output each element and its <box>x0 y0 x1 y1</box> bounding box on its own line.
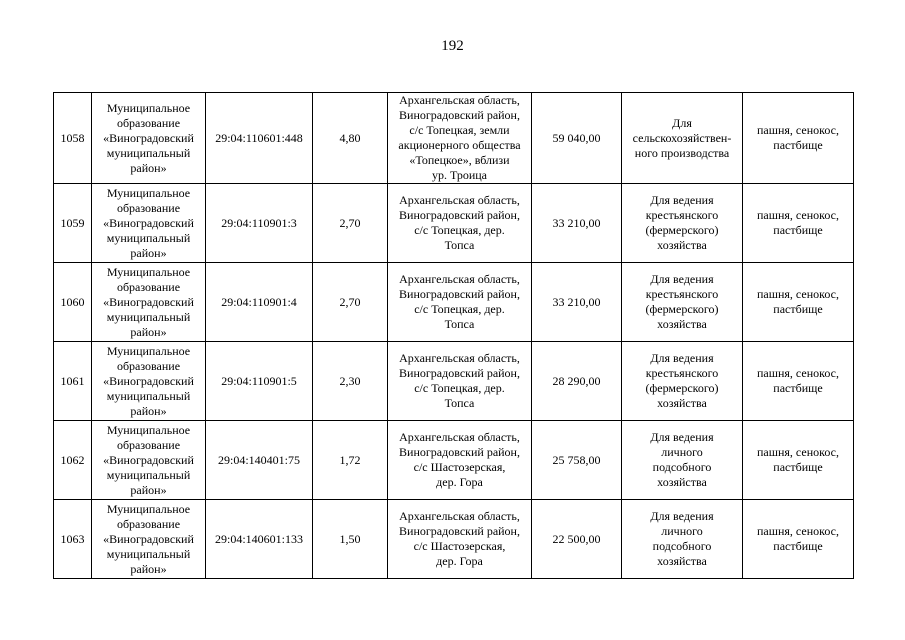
area-cell: 2,30 <box>313 342 388 421</box>
owner-cell: Муниципальное образование «Виноградовский муниципальный район» <box>92 184 206 263</box>
owner-cell: Муниципальное образование «Виноградовский муниципальный район» <box>92 342 206 421</box>
owner-cell: Муниципальное образование «Виноградовский муниципальный район» <box>92 421 206 500</box>
land-type-cell: пашня, сенокос, пастбище <box>743 263 854 342</box>
table-row <box>54 263 854 342</box>
permitted-use-cell: Для ведения крестьянского (фермерского) хозяйства <box>622 184 743 263</box>
land-type-cell: пашня, сенокос, пастбище <box>743 93 854 184</box>
cadastral-number-cell: 29:04:110901:4 <box>206 263 313 342</box>
cadastral-value-cell: 59 040,00 <box>532 93 622 184</box>
row-number-cell: 1060 <box>54 263 92 342</box>
permitted-use-cell: Для ведения крестьянского (фермерского) хозяйства <box>622 342 743 421</box>
permitted-use-cell: Для сельскохозяйствен- ного производства <box>622 93 743 184</box>
permitted-use-cell: Для ведения личного подсобного хозяйства <box>622 500 743 579</box>
area-cell: 1,72 <box>313 421 388 500</box>
permitted-use-cell: Для ведения крестьянского (фермерского) хозяйства <box>622 263 743 342</box>
land-type-cell: пашня, сенокос, пастбище <box>743 421 854 500</box>
row-number-cell: 1063 <box>54 500 92 579</box>
location-cell: Архангельская область, Виноградовский район, с/с Топецкая, дер. Топса <box>388 342 532 421</box>
land-type-cell: пашня, сенокос, пастбище <box>743 342 854 421</box>
permitted-use-cell: Для ведения личного подсобного хозяйства <box>622 421 743 500</box>
table-row <box>54 93 854 184</box>
location-cell: Архангельская область, Виноградовский район, с/с Топецкая, земли акционерного общества «Топецкое», вблизи ур. Троица <box>388 93 532 184</box>
owner-cell: Муниципальное образование «Виноградовский муниципальный район» <box>92 500 206 579</box>
cadastral-number-cell: 29:04:140601:133 <box>206 500 313 579</box>
page-number: 192 <box>441 38 464 54</box>
cadastral-number-cell: 29:04:110901:3 <box>206 184 313 263</box>
area-cell: 1,50 <box>313 500 388 579</box>
land-type-cell: пашня, сенокос, пастбище <box>743 500 854 579</box>
area-cell: 2,70 <box>313 263 388 342</box>
owner-cell: Муниципальное образование «Виноградовский муниципальный район» <box>92 93 206 184</box>
table-row <box>54 184 854 263</box>
area-cell: 4,80 <box>313 93 388 184</box>
cadastral-number-cell: 29:04:110901:5 <box>206 342 313 421</box>
table-row <box>54 421 854 500</box>
location-cell: Архангельская область, Виноградовский район, с/с Шастозерская, дер. Гора <box>388 500 532 579</box>
cadastral-value-cell: 25 758,00 <box>532 421 622 500</box>
cadastral-value-cell: 33 210,00 <box>532 184 622 263</box>
cadastral-number-cell: 29:04:140401:75 <box>206 421 313 500</box>
area-cell: 2,70 <box>313 184 388 263</box>
owner-cell: Муниципальное образование «Виноградовский муниципальный район» <box>92 263 206 342</box>
row-number-cell: 1062 <box>54 421 92 500</box>
land-registry-table <box>53 92 854 579</box>
land-type-cell: пашня, сенокос, пастбище <box>743 184 854 263</box>
cadastral-number-cell: 29:04:110601:448 <box>206 93 313 184</box>
cadastral-value-cell: 33 210,00 <box>532 263 622 342</box>
row-number-cell: 1059 <box>54 184 92 263</box>
cadastral-value-cell: 22 500,00 <box>532 500 622 579</box>
location-cell: Архангельская область, Виноградовский район, с/с Топецкая, дер. Топса <box>388 184 532 263</box>
table-row <box>54 500 854 579</box>
location-cell: Архангельская область, Виноградовский район, с/с Шастозерская, дер. Гора <box>388 421 532 500</box>
cadastral-value-cell: 28 290,00 <box>532 342 622 421</box>
row-number-cell: 1061 <box>54 342 92 421</box>
table-row <box>54 342 854 421</box>
row-number-cell: 1058 <box>54 93 92 184</box>
location-cell: Архангельская область, Виноградовский район, с/с Топецкая, дер. Топса <box>388 263 532 342</box>
